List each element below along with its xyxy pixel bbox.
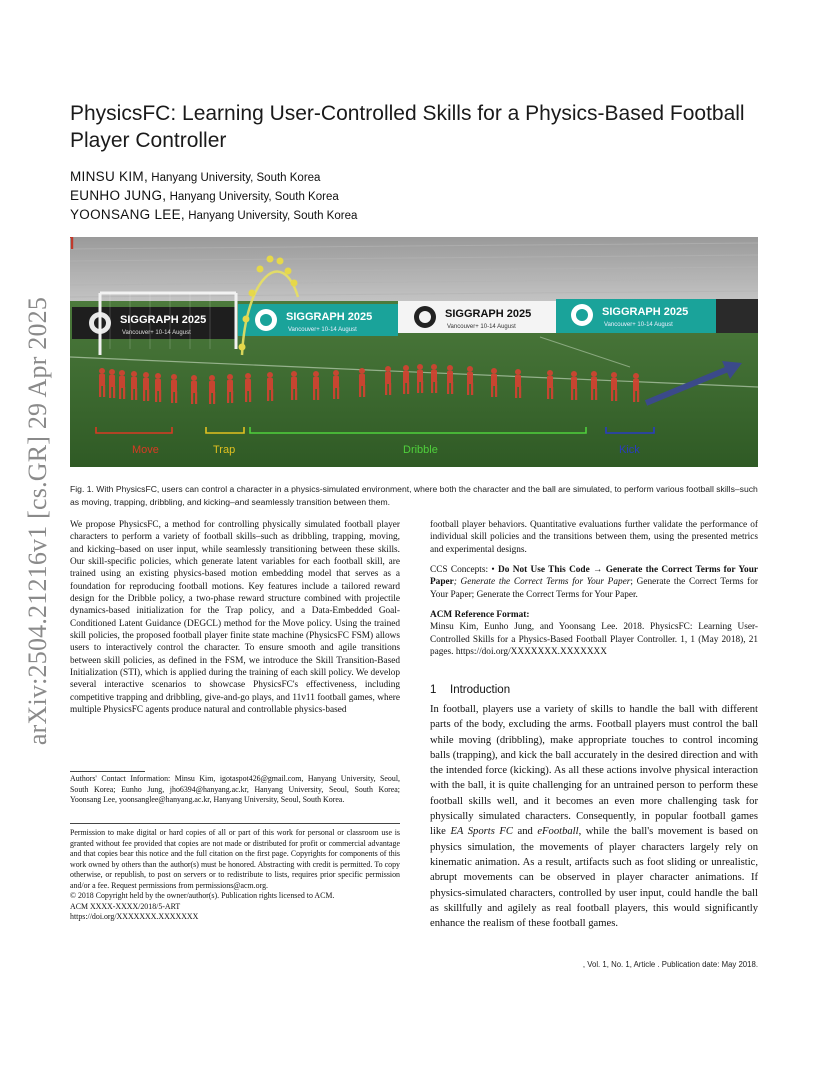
author-line [70, 187, 760, 206]
page-footer: , Vol. 1, No. 1, Article . Publication date: May 2018. [582, 960, 758, 969]
introduction-text [430, 702, 758, 931]
footnote-rule [70, 771, 145, 772]
arxiv-identifier: arXiv:2504.21216v1 [cs.GR] 29 Apr 2025 [23, 296, 52, 746]
banner-subtitle: Vancouver+ 10-14 August [122, 330, 191, 336]
banner-title: SIGGRAPH 2025 [286, 311, 373, 323]
paper-title: PhysicsFC: Learning User-Controlled Skills for a Physics-Based Football Player Controller [70, 102, 745, 152]
author-name: MINSU KIM, [70, 169, 149, 184]
kick-label: Kick [619, 444, 640, 456]
arxiv-sidebar [20, 284, 56, 758]
ccs-italic: ; Generate the Correct Terms for Your Paper [453, 577, 631, 588]
ccs-rest: ; Generate the Correct Terms for Your Paper; Generate the Correct Terms for Your Paper. [430, 577, 758, 600]
banner-subtitle: Vancouver+ 10-14 August [288, 327, 357, 333]
permission-rule [70, 823, 400, 824]
section-heading [430, 684, 758, 696]
banner-subtitle: Vancouver+ 10-14 August [604, 322, 673, 328]
move-label: Move [132, 444, 159, 456]
game-name-2: eFootball [537, 826, 579, 838]
abstract-text: We propose PhysicsFC, a method for controlling physically simulated football player characters to perform a variety of football skills–such as dribbling, trapping, moving, and kicking–based on user input, while seamlessly transitioning between these skills. Our skill-specific policies, which generate latent variables for each football skill, are trained using an existing physics-based motion embedding model that serves as a foundation for reproducing football motions. Key features include a tailored reward design for the Dribble policy, a two-phase reward structure combined with projectile dynamics-based initialization for the Trap policy, and a Data-Embedded Goal-Conditioned Latent Guidance (DEGCL) method for the Move policy. Using the trained skill policies, the proposed football player finite state machine (PhysicsFC FSM) allows users to interactively control the character. To ensure smooth and agile transitions between skill policies, as defined in the FSM, we introduce the Skill Transition-Based Initialization (STI), which is applied during the training of each skill policy. We develop several interactive scenarios to showcase PhysicsFC's effectiveness, including competitive trapping and dribbling, give-and-go plays, and 11v11 football games, where multiple PhysicsFC agents produce natural and controllable physics-based [70, 520, 400, 716]
contact-info: Authors' Contact Information: Minsu Kim, igotaspot426@gmail.com, Hanyang University, Seoul, South Korea; Eunho Jung, jho6394@hanyang.ac.kr, Hanyang University, Seoul, South Korea; Yoonsang Lee, yoonsanglee@hanyang.ac.kr, Hanyang University, Seoul, South Korea. [70, 774, 400, 804]
dribble-label: Dribble [403, 444, 438, 456]
siggraph-banner-1 [72, 307, 237, 339]
right-column [430, 519, 758, 658]
ccs-bold: Do Not Use This Code → Generate the Correct Terms for Your Paper [430, 565, 759, 588]
acm-ref-heading: ACM Reference Format: [430, 610, 530, 621]
banner-title: SIGGRAPH 2025 [602, 306, 689, 318]
author-name: EUNHO JUNG, [70, 188, 167, 203]
copyright-line: © 2018 Copyright held by the owner/author(s). Publication rights licensed to ACM. [70, 891, 335, 900]
author-line [70, 168, 760, 187]
banner-subtitle: Vancouver+ 10-14 August [447, 324, 516, 330]
acm-number: ACM XXXX-XXXX/2018/5-ART [70, 901, 181, 911]
acm-ref-text: Minsu Kim, Eunho Jung, and Yoonsang Lee. 2018. PhysicsFC: Learning User-Controlled Skills for a Physics-Based Football Player Controller. 1, 1 (May 2018), 21 pages. https://doi.org/XXXXXXX.XXXXXXX [430, 622, 758, 658]
permission-notice [70, 828, 400, 923]
author-affiliation: Hanyang University, South Korea [169, 191, 339, 203]
author-list [70, 168, 760, 225]
abstract-column [70, 519, 400, 717]
siggraph-banner-3 [398, 301, 556, 333]
intro-part-a: In football, players use a variety of skills to handle the ball with different parts of the body, excluding the arms. Football players must control the ball while moving (dribbling), make appropriate touches to control incoming balls (trapping), and kick the ball accurately in the desired direction and with the intended force (kicking). As all these actions involve physical interaction with the ball, it is quite challenging for an untrained person to perform these football skills well, and it becomes an even more challenging task for physically simulated characters. Consequently, in popular football games like [430, 704, 758, 838]
section-title: Introduction [450, 684, 511, 696]
abstract-continuation: football player behaviors. Quantitative evaluations further validate the performance of individual skill policies and the transitions between them, using the presented metrics and experimental designs. [430, 520, 758, 555]
teaser-image [70, 237, 758, 467]
author-affiliation: Hanyang University, South Korea [188, 210, 358, 222]
teaser-figure [70, 237, 758, 467]
author-affiliation: Hanyang University, South Korea [151, 172, 321, 184]
game-name-1: EA Sports FC [450, 826, 513, 838]
author-name: YOONSANG LEE, [70, 207, 185, 222]
intro-and: and [512, 826, 538, 838]
ccs-concepts [430, 564, 758, 601]
permission-text: Permission to make digital or hard copies of all or part of this work for personal or classroom use is granted without fee provided that copies are not made or distributed for profit or commercial advantage and that copies bear this notice and the full citation on the first page. Copyrights for components of this work owned by others than the author(s) must be honored. Abstracting with credit is permitted. To copy otherwise, or republish, to post on servers or to redistribute to lists, requires prior specific permission and/or a fee. Request permissions from permissions@acm.org. [70, 828, 400, 890]
banner-title: SIGGRAPH 2025 [120, 314, 207, 326]
section-number: 1 [430, 684, 437, 696]
intro-part-b: , while the ball's movement is based on physics simulation, the movements of player characters largely rely on kinematic animation. As a result, artifacts such as foot sliding or unrealistic, abrupt movements can be observed in player character animations. If physics-simulated characters, controlled by user input, could handle the ball as skillfully and agilely as real football players, this would significantly enhance the realism of these football games. [430, 826, 758, 930]
banner-title: SIGGRAPH 2025 [445, 308, 532, 320]
siggraph-banner-4 [556, 299, 716, 333]
doi-link[interactable]: https://doi.org/XXXXXXX.XXXXXXX [70, 912, 199, 921]
trap-label: Trap [213, 444, 236, 456]
author-line [70, 206, 760, 225]
figure-caption: Fig. 1. With PhysicsFC, users can control a character in a physics-simulated environment, where both the character and the ball are simulated, to perform various football skills–such as moving, trapping, dribbling, and kicking–and seamlessly transition between them. [70, 484, 758, 507]
siggraph-banner-2 [238, 304, 398, 336]
ccs-prefix: CCS Concepts: • [430, 565, 499, 576]
